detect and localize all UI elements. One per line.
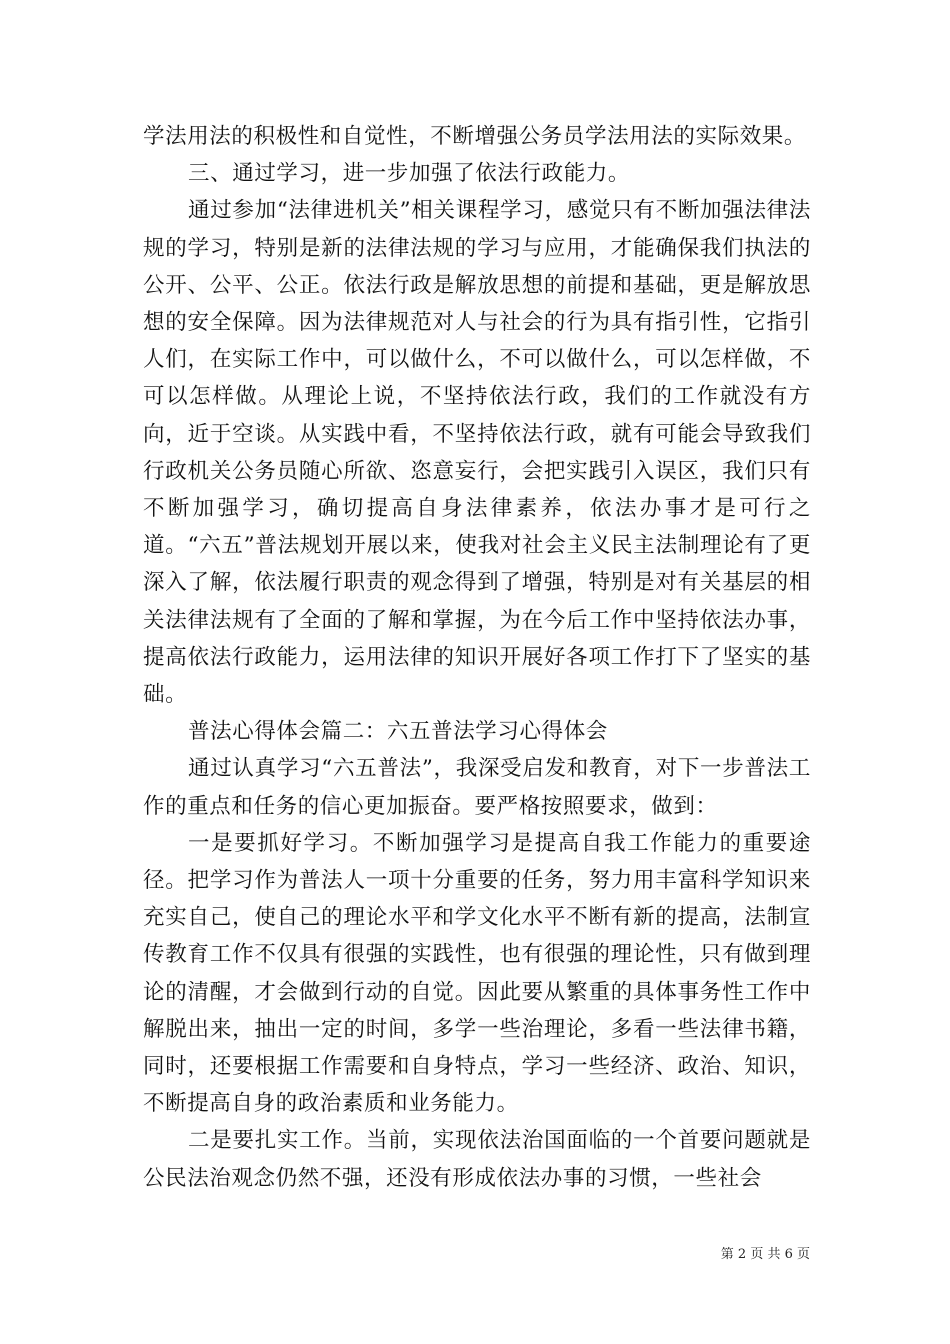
section-heading-three: 三、通过学习，进一步加强了依法行政能力。 [188,161,631,187]
paragraph-intro: 通过认真学习“六五普法”，我深受启发和教育，对下一步普法工作的重点和任务的信心更加振奋。要严格按照要求，做到： [143,756,811,819]
paragraph-continuation: 学法用法的积极性和自觉性，不断增强公务员学法用法的实际效果。 [143,124,807,149]
paragraph-point-one: 一是要抓好学习。不断加强学习是提高自我工作能力的重要途径。把学习作为普法人一项十分重要的任务，努力用丰富科学知识来充实自己，使自己的理论水平和学文化水平不断有新的提高，法制宣传教育工作不仅具有很强的实践性，也有很强的理论性，只有做到理论的清醒，才会做到行动的自觉。因此要从繁重的具体事务性工作中解脱出来，抽出一定的时间，多学一些治理论，多看一些法律书籍，同时，还要根据工作需要和自身特点，学习一些经济、政治、知识，不断提高自身的政治素质和业务能力。 [143,830,811,1117]
document-body [143,118,811,1197]
paragraph-law-study: 通过参加“法律进机关”相关课程学习，感觉只有不断加强法律法规的学习，特别是新的法律法规的学习与应用，才能确保我们执法的公开、公平、公正。依法行政是解放思想的前提和基础，更是解放思想的安全保障。因为法律规范对人与社会的行为具有指引性，它指引人们，在实际工作中，可以做什么，不可以做什么，可以怎样做，不可以怎样做。从理论上说，不坚持依法行政，我们的工作就没有方向，近于空谈。从实践中看，不坚持依法行政，就有可能会导致我们行政机关公务员随心所欲、恣意妄行，会把实践引入误区，我们只有不断加强学习，确切提高自身法律素养，依法办事才是可行之道。“六五”普法规划开展以来，使我对社会主义民主法制理论有了更深入了解，依法履行职责的观念得到了增强，特别是对有关基层的相关法律法规有了全面的了解和掌握，为在今后工作中坚持依法办事，提高依法行政能力，运用法律的知识开展好各项工作打下了坚实的基础。 [143,198,811,708]
page-number-footer: 第 2 页 共 6 页 [720,1247,810,1262]
article-heading-part-two: 普法心得体会篇二：六五普法学习心得体会 [188,719,608,745]
paragraph-point-two: 二是要扎实工作。当前，实现依法治国面临的一个首要问题就是公民法治观念仍然不强，还没有形成依法办事的习惯，一些社会 [143,1128,811,1191]
